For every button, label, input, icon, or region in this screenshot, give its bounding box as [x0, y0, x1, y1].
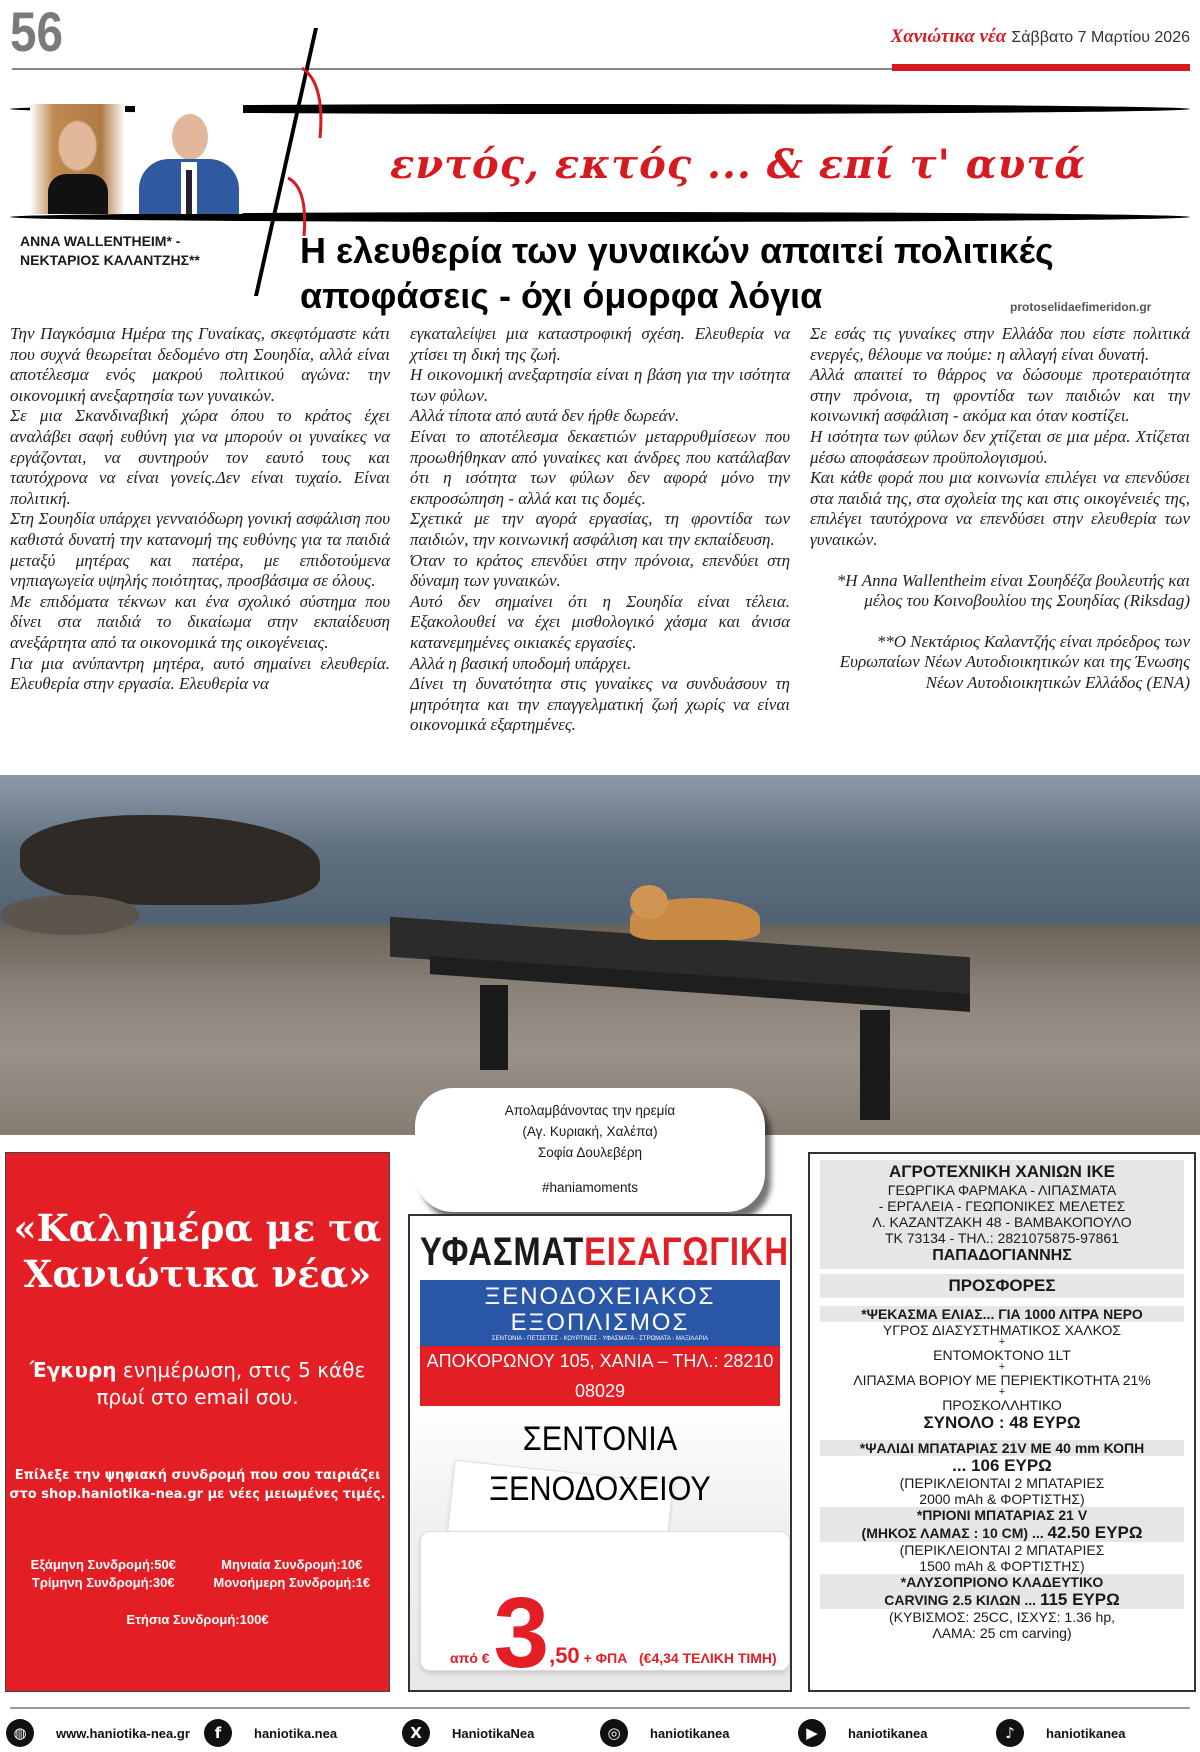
fabric-product: ΣΕΝΤΟΝΙΑ ΞΕΝΟΔΟΧΕΙΟΥ: [489, 1420, 711, 1508]
paragraph: Σχετικά με την αγορά εργασίας, τη φροντίδα των παιδιών, την κοινωνική ασφάλιση και την εκπαίδευση.: [410, 509, 790, 549]
offer-note: 2000 mAh & ΦΟΡΤΙΣΤΗΣ): [919, 1491, 1085, 1507]
offer-price: 42.50 ΕΥΡΩ: [1047, 1523, 1143, 1542]
agro-line: ΓΕΩΡΓΙΚΑ ΦΑΡΜΑΚΑ - ΛΙΠΑΣΜΑΤΑ: [887, 1182, 1117, 1198]
offer-note: ΛΑΜΑ: 25 cm carving): [932, 1625, 1072, 1641]
paragraph: Με επιδόματα τέκνων και ένα σχολικό σύστημα που δίνει στα παιδιά το δικαίωμα στην εκπαίδευση ανεξάρτητα από τα οικονομικά της οικογένειας.: [10, 591, 390, 652]
photo-caption: [415, 1088, 765, 1212]
footer-label: HaniotikaNea: [452, 1725, 535, 1741]
footer-label: haniotikanea: [650, 1725, 730, 1741]
facebook-icon: f: [204, 1719, 232, 1747]
paragraph: Αλλά τίποτα από αυτά δεν ήρθε δωρεάν.: [410, 406, 680, 426]
paragraph: Αλλά η βασική υποδομή υπάρχει.: [410, 653, 632, 673]
plus: +: [998, 1336, 1006, 1348]
youtube-icon: ▶: [798, 1719, 826, 1747]
offer-price: 115 ΕΥΡΩ: [1039, 1590, 1120, 1609]
header-red-rule: [892, 64, 1190, 71]
price-item: Μονοήμερη Συνδρομή:1€: [213, 1575, 371, 1590]
agro-line: - ΕΡΓΑΛΕΙΑ - ΓΕΩΠΟΝΙΚΕΣ ΜΕΛΕΤΕΣ: [878, 1198, 1126, 1214]
paragraph: Είναι το αποτέλεσμα δεκαετιών μεταρρυθμίσεων που προωθήθηκαν από γυναίκες και άνδρες που κατάλαβαν ότι η ισότητα των φύλων δεν αφορά μόνο την εκπροσώπηση - αλλά και τις δομές.: [410, 426, 790, 508]
issue-date: Σάββατο 7 Μαρτίου 2026: [1011, 29, 1190, 46]
agro-offers: ΠΡΟΣΦΟΡΕΣ: [820, 1274, 1184, 1298]
paragraph: Όταν το κράτος επενδύει στην πρόνοια, επενδύει στη δύναμη των γυναικών.: [410, 550, 790, 591]
masthead: [891, 26, 1190, 48]
ad-subtitle: [6, 1357, 389, 1411]
article-authors: [20, 232, 200, 270]
offer-title: *ΨΑΛΙΔΙ ΜΠΑΤΑΡΙΑΣ 21V ΜΕ 40 mm ΚΟΠΗ: [820, 1440, 1184, 1456]
spec: CARVING 2.5 ΚΙΛΩΝ ...: [884, 1592, 1037, 1608]
ad-subtitle-bold: Έγκυρη: [29, 1358, 117, 1382]
ad-subtitle-rest: ενημέρωση, στις 5 κάθε πρωί στο email σου.: [96, 1358, 366, 1409]
footer-social: [0, 1716, 1200, 1750]
fabric-price: [450, 1577, 777, 1689]
paragraph: Την Παγκόσμια Ημέρα της Γυναίκας, σκεφτόμαστε κάτι που συχνά θεωρείται δεδομένο στη Σουηδία, αλλά είναι αποτέλεσμα ενός μακρού πολιτικού αγώνα: την οικονομική ανεξαρτησία των γυναικών.: [10, 324, 390, 405]
author-note-2: **Ο Νεκτάριος Καλαντζής είναι πρόεδρος των Ευρωπαίων Νέων Αυτοδιοικητικών και της Ένωσης Νέων Αυτοδιοικητικών Ελλάδος (ΕΝΑ): [839, 631, 1190, 692]
author-1: ANNA WALLENTHEIM* -: [20, 233, 181, 249]
caption-line: Σοφία Δουλεβέρη: [537, 1145, 643, 1160]
fabric-address: ΑΠΟΚΟΡΩΝΟΥ 105, ΧΑΝΙΑ – ΤΗΛ.: 28210 08029: [420, 1346, 780, 1406]
offer-total: ΣΥΝΟΛΟ : 48 ΕΥΡΩ: [923, 1413, 1081, 1432]
paragraph: εγκαταλείψει μια καταστροφική σχέση. Ελευθερία να χτίσει τη δική της ζωή.: [410, 324, 790, 364]
price-list: [6, 1556, 389, 1592]
footer-instagram[interactable]: [600, 1719, 798, 1747]
brand-name: Χανιώτικα νέα: [890, 26, 1007, 47]
paragraph: Στη Σουηδία υπάρχει γενναιόδωρη γονική ασφάλιση που καθιστά δυνατή την κατανομή της ευθύνης για τα παιδιά μεταξύ μητέρας και πατέρα, με επιδοτούμενα νηπιαγωγεία υψηλής ποιότητας, προσβάσιμα σε όλους.: [10, 509, 390, 591]
offer-price: ... 106 ΕΥΡΩ: [952, 1456, 1052, 1475]
offer-note: 1500 mAh & ΦΟΡΤΙΣΤΗΣ): [919, 1558, 1085, 1574]
plus: +: [998, 1386, 1006, 1398]
article-headline: Η ελευθερία των γυναικών απαιτεί πολιτικές αποφάσεις - όχι όμορφα λόγια: [300, 230, 1054, 316]
offer-part: ΠΡΟΣΚΟΛΛΗΤΙΚΟ: [942, 1397, 1062, 1413]
paragraph: Και κάθε φορά που μια κοινωνία επιλέγει να επενδύσει στα παιδιά της, στα σχολεία της και στις οικογένειές της, επιλέγει ταυτόχρονα να επενδύσει στην ελευθερία των γυναικών.: [810, 468, 1190, 549]
fabric-ad[interactable]: [408, 1214, 792, 1692]
header-rule: [12, 68, 892, 70]
price-vat: + ΦΠΑ: [583, 1650, 628, 1666]
author-photo-nektarios: [135, 104, 243, 214]
agro-ad[interactable]: [808, 1152, 1196, 1692]
agro-line: Λ. ΚΑΖΑΝΤΖΑΚΗ 48 - ΒΑΜΒΑΚΟΠΟΥΛΟ: [872, 1214, 1132, 1230]
offer-part: ΛΙΠΑΣΜΑ ΒΟΡΙΟΥ ΜΕ ΠΕΡΙΕΚΤΙΚΟΤΗΤΑ 21%: [853, 1372, 1151, 1388]
article-column-2: [410, 324, 790, 736]
offer-part: ΥΓΡΟΣ ΔΙΑΣΥΣΤΗΜΑΤΙΚΟΣ ΧΑΛΚΟΣ: [882, 1322, 1122, 1338]
offer-title: *ΨΕΚΑΣΜΑ ΕΛΙΑΣ... ΓΙΑ 1000 ΛΙΤΡΑ ΝΕΡΟ: [820, 1306, 1184, 1322]
plus: +: [998, 1361, 1006, 1373]
footer-tiktok[interactable]: [996, 1719, 1194, 1747]
fabric-banner: [420, 1280, 780, 1346]
paragraph: Σε εσάς τις γυναίκες στην Ελλάδα που είστε πολιτικά ενεργές, θέλουμε να πούμε: η αλλαγή είναι δυνατή.: [810, 324, 1190, 364]
price-final: (€4,34 ΤΕΛΙΚΗ ΤΙΜΗ): [639, 1650, 777, 1666]
subscription-ad[interactable]: [5, 1152, 390, 1692]
offer-spec: [820, 1590, 1184, 1609]
agro-owner: ΠΑΠΑΔΟΓΙΑΝΝΗΣ: [932, 1247, 1072, 1264]
tiktok-icon: ♪: [996, 1719, 1024, 1747]
caption-hashtag: #haniamoments: [541, 1180, 639, 1195]
price-int: 3: [493, 1577, 550, 1689]
paragraph: Δίνει τη δυνατότητα στις γυναίκες να συνδυάσουν τη μητρότητα και την επαγγελματική ζωή χωρίς να είναι οικονομικά εξαρτημένες.: [410, 674, 790, 735]
logo-black: ΥΦΑΣΜΑΤ: [420, 1230, 585, 1274]
price-annual: Ετήσια Συνδρομή:100€: [126, 1612, 269, 1627]
author-2: ΝΕΚΤΑΡΙΟΣ ΚΑΛΑΝΤΖΗΣ**: [20, 252, 200, 268]
instagram-icon: ◎: [600, 1719, 628, 1747]
caption-line: Απολαμβάνοντας την ηρεμία: [504, 1103, 676, 1118]
logo-red: ΕΙΣΑΓΩΓΙΚΗ: [584, 1230, 789, 1274]
price-prefix: από €: [450, 1650, 490, 1666]
offer-note: (ΠΕΡΙΚΛΕΙΟΝΤΑΙ 2 ΜΠΑΤΑΡΙΕΣ: [899, 1475, 1105, 1491]
watermark: protoselidaefimeridon.gr: [1010, 300, 1152, 314]
agro-header: [820, 1160, 1184, 1269]
article-column-3: [810, 324, 1190, 694]
banner-text: ΞΕΝΟΔΟΧΕΙΑΚΟΣ ΕΞΟΠΛΙΣΜΟΣ: [484, 1283, 716, 1336]
price-dec: ,50: [549, 1643, 580, 1668]
footer-label: haniotikanea: [848, 1725, 928, 1741]
footer-label: haniotikanea: [1046, 1725, 1126, 1741]
footer-x[interactable]: [402, 1719, 600, 1747]
agro-name: ΑΓΡΟΤΕΧΝΙΚΗ ΧΑΝΙΩΝ ΙΚΕ: [889, 1162, 1115, 1181]
offer-note: (ΠΕΡΙΚΛΕΙΟΝΤΑΙ 2 ΜΠΑΤΑΡΙΕΣ: [899, 1542, 1105, 1558]
footer-label: www.haniotika-nea.gr: [56, 1725, 190, 1741]
paragraph: Σε μια Σκανδιναβική χώρα όπου το κράτος έχει αναλάβει σαφή ευθύνη για να μπορούν οι γυναίκες να εργάζονται, να συντηρούν τον εαυτό τους και ταυτόχρονα να είναι γονείς.Δεν είναι τυχαίο. Είναι πολιτική.: [10, 406, 390, 508]
article-column-1: [10, 324, 390, 695]
spec: (ΜΗΚΟΣ ΛΑΜΑΣ : 10 CM) ...: [861, 1525, 1044, 1541]
footer-youtube[interactable]: [798, 1719, 996, 1747]
footer-rule: [10, 1707, 1190, 1709]
section-title: εντός, εκτός ... & επί τ' αυτά: [390, 141, 1086, 188]
paragraph: Αυτό δεν σημαίνει ότι η Σουηδία είναι τέλεια. Εξακολουθεί να έχει μισθολογικό χάσμα και άνισα κατανεμημένες οικιακές εργασίες.: [410, 591, 790, 652]
agro-line: ΤΚ 73134 - ΤΗΛ.: 2821075875-97861: [884, 1230, 1120, 1246]
paragraph: Η οικονομική ανεξαρτησία είναι η βάση για την ισότητα των φύλων.: [410, 365, 790, 405]
paragraph: Αλλά απαιτεί το θάρρος να δώσουμε προτεραιότητα στην πρόνοια, τη φροντίδα των παιδιών και την κοινωνική ασφάλιση - ακόμα και όταν κοστίζει.: [810, 365, 1190, 426]
banner-small: ΣΕΝΤΟΝΙΑ - ΠΕΤΣΕΤΕΣ - ΚΟΥΡΤΙΝΕΣ - ΥΦΑΣΜΑΤΑ - ΣΤΡΩΜΑΤΑ - ΜΑΞΙΛΑΡΙΑ: [491, 1336, 709, 1342]
offer-note: (ΚΥΒΙΣΜΟΣ: 25CC, ΙΣΧΥΣ: 1.36 hp,: [888, 1609, 1116, 1625]
offer-part: ΕΝΤΟΜΟΚΤΟΝΟ 1LT: [933, 1347, 1071, 1363]
offer-spec: [820, 1523, 1184, 1542]
price-item: Εξάμηνη Συνδρομή:50€: [30, 1557, 176, 1572]
ad-promo: Επίλεξε την ψηφιακή συνδρομή που σου ταιριάζει στο shop.haniotika-nea.gr με νέες μειωμένες τιμές.: [9, 1468, 386, 1502]
footer-website[interactable]: [6, 1719, 204, 1747]
offer-title: *ΑΛΥΣΟΠΡΙΟΝΟ ΚΛΑΔΕΥΤΙΚΟ: [820, 1574, 1184, 1590]
footer-label: haniotika.nea: [254, 1725, 338, 1741]
x-icon: X: [402, 1719, 430, 1747]
author-note-1: *Η Anna Wallentheim είναι Σουηδέζα βουλευτής και μέλος του Κοινοβουλίου της Σουηδίας (Riksdag): [836, 570, 1190, 611]
paragraph: Η ισότητα των φύλων δεν χτίζεται σε μια μέρα. Χτίζεται μέσω αποφάσεων προϋπολογισμού.: [810, 426, 1190, 467]
page-number: 56: [10, 0, 63, 63]
price-item: Τρίμηνη Συνδρομή:30€: [31, 1575, 175, 1590]
fabric-logo: [420, 1230, 789, 1274]
author-photo-anna: [30, 104, 125, 214]
price-item: Μηνιαία Συνδρομή:10€: [221, 1557, 363, 1572]
caption-line: (Αγ. Κυριακή, Χαλέπα): [522, 1124, 658, 1139]
paragraph: Για μια ανύπαντρη μητέρα, αυτό σημαίνει ελευθερία. Ελευθερία στην εργασία. Ελευθερία να: [10, 653, 390, 694]
footer-facebook[interactable]: [204, 1719, 402, 1747]
ad-title: «Καλημέρα με τα Χανιώτικα νέα»: [13, 1206, 382, 1296]
offer-title: *ΠΡΙΟΝΙ ΜΠΑΤΑΡΙΑΣ 21 V: [820, 1507, 1184, 1523]
photo-cat-on-bench: [0, 775, 1200, 1135]
globe-icon: ◍: [6, 1719, 34, 1747]
